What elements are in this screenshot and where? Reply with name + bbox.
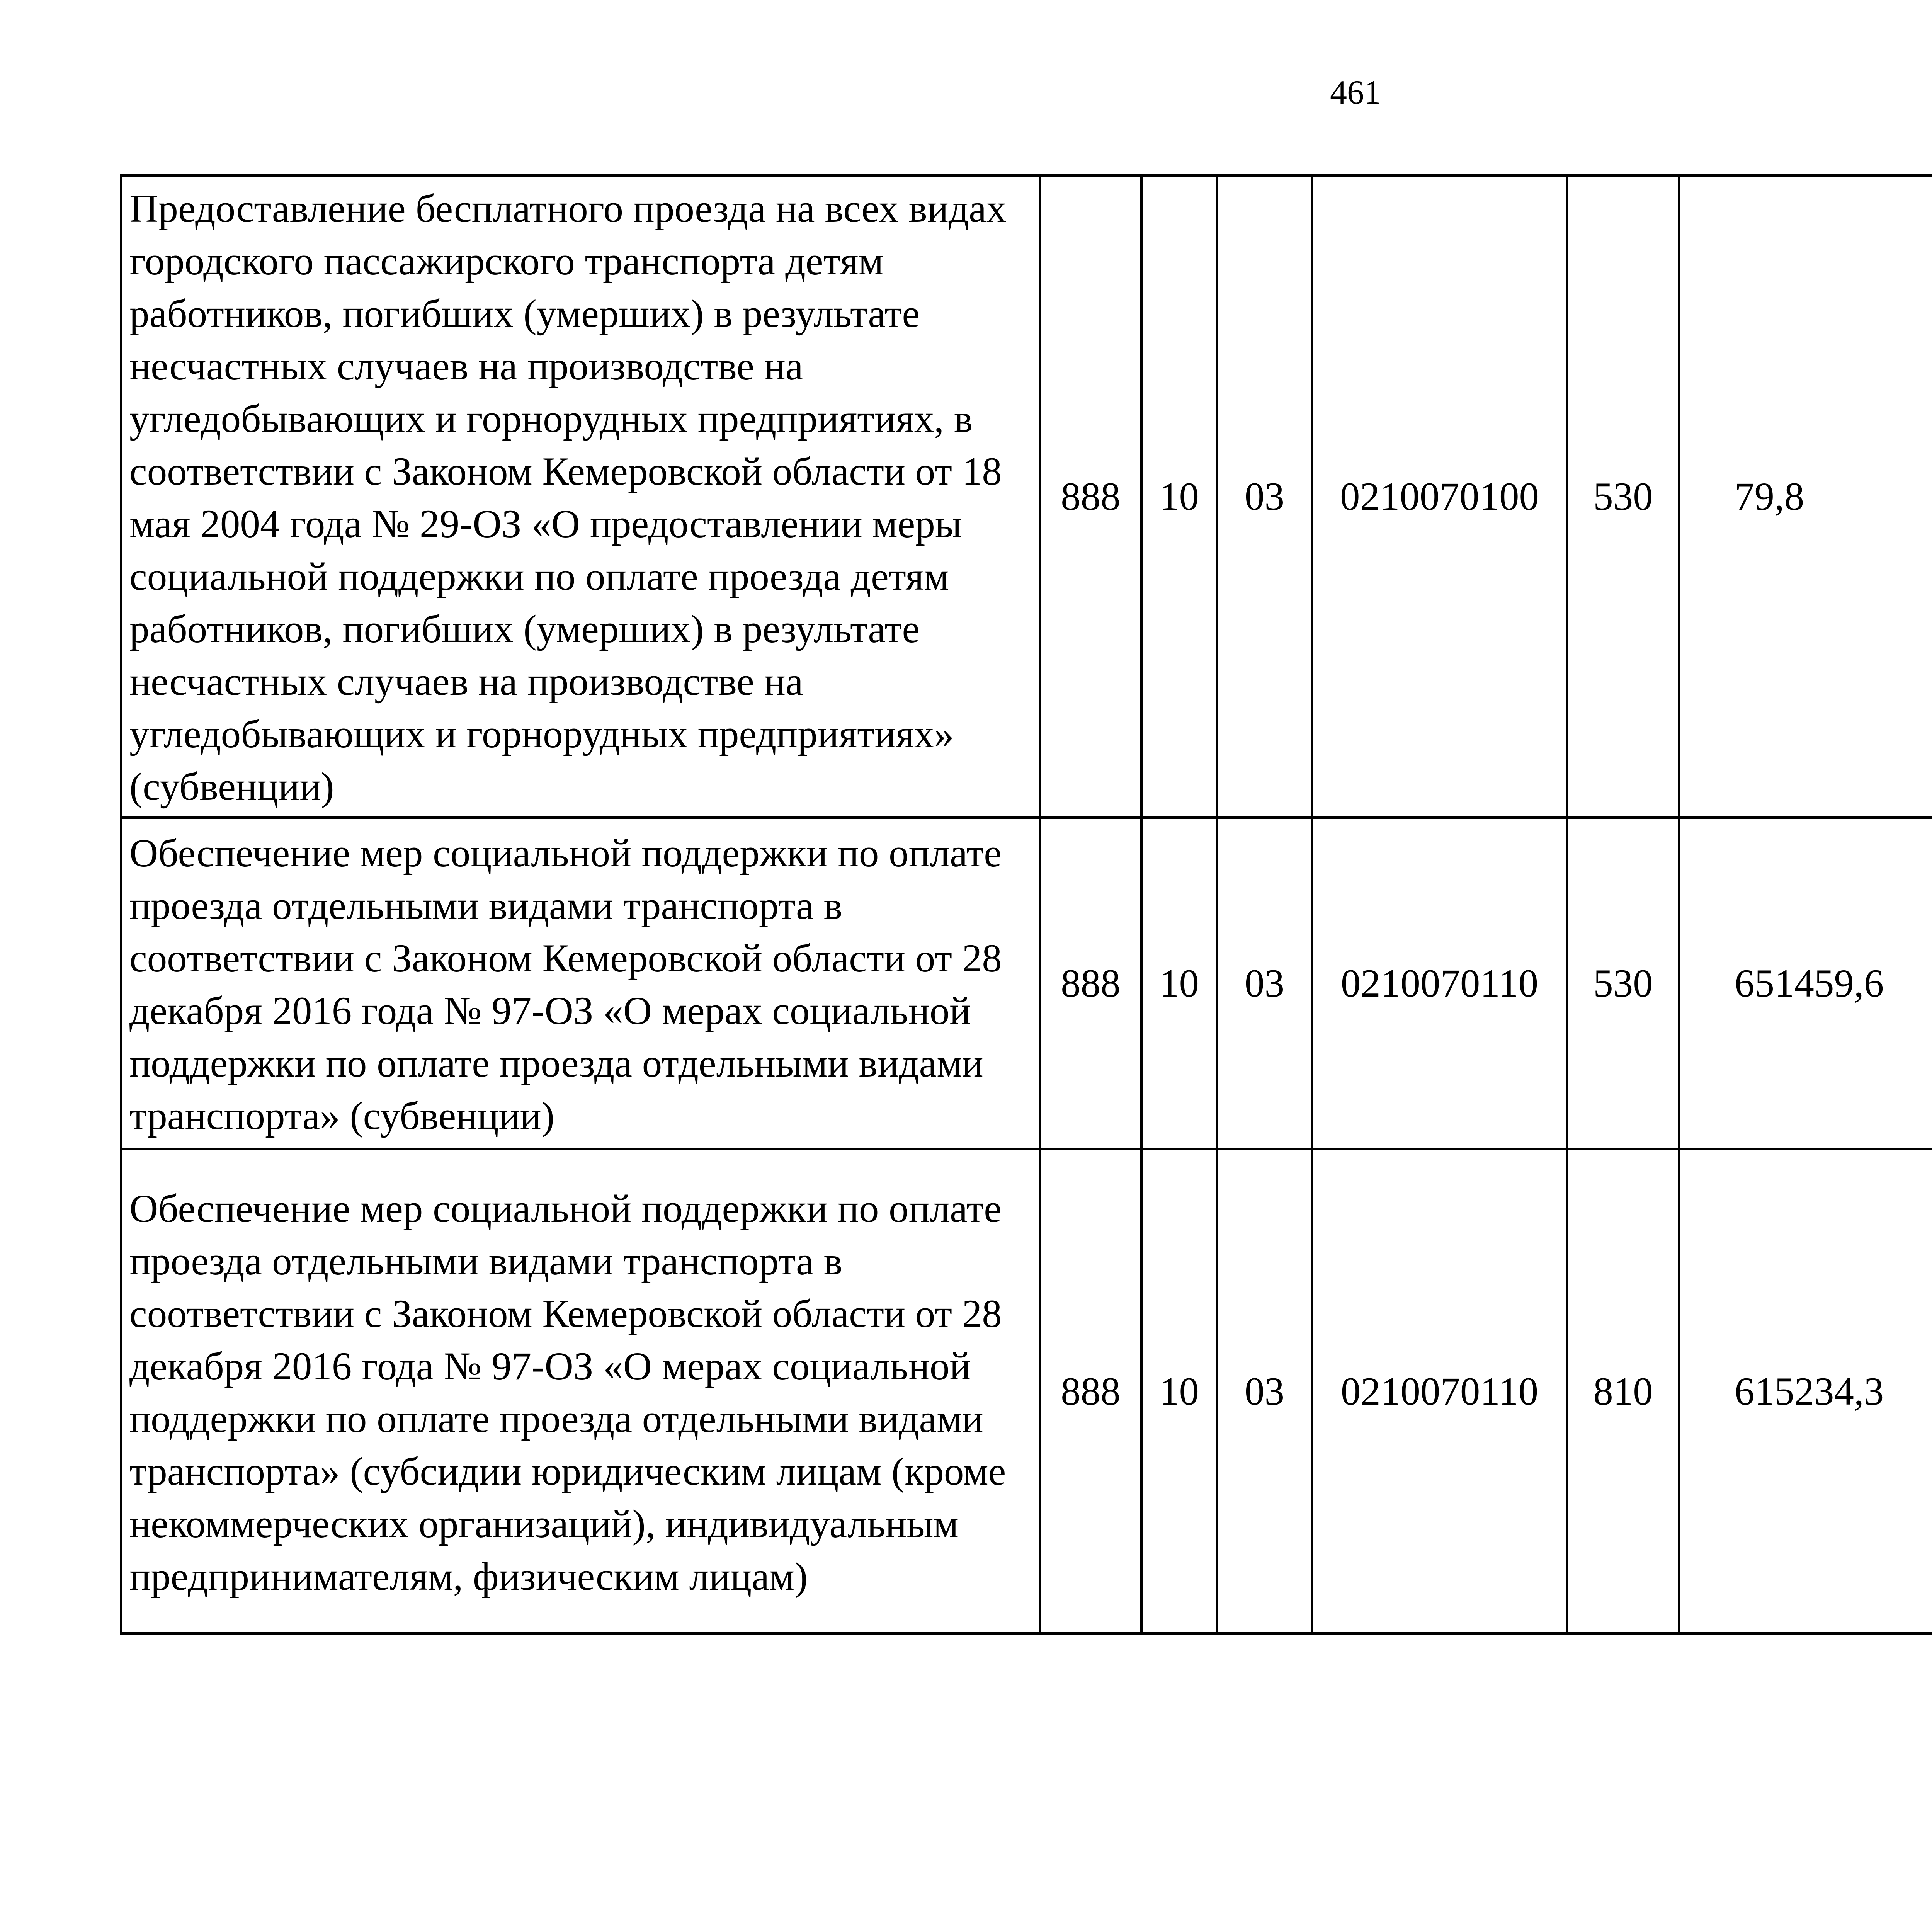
budget-table xyxy=(120,174,1932,1635)
target-article-code: 0210070100 xyxy=(1312,175,1567,818)
target-article-code: 0210070110 xyxy=(1312,818,1567,1149)
table-row xyxy=(121,818,1932,1149)
row-description: Обеспечение мер социальной поддержки по оплате проезда отдельными видами транспорта в соответствии с Законом Кемеровской области от 28 декабря 2016 года № 97-ОЗ «О мерах социальной поддержки по оплате проезда отдельными видами транспорта» (субвенции) xyxy=(121,818,1040,1149)
page-number: 461 xyxy=(1330,74,1381,111)
subsection-code: 03 xyxy=(1217,1149,1312,1634)
amount-year-1: 651459,6 xyxy=(1679,818,1932,1149)
table-row xyxy=(121,1149,1932,1634)
target-article-code: 0210070110 xyxy=(1312,1149,1567,1634)
expense-type-code: 810 xyxy=(1567,1149,1679,1634)
expense-type-code: 530 xyxy=(1567,175,1679,818)
ministry-code: 888 xyxy=(1040,1149,1141,1634)
table-row xyxy=(121,175,1932,818)
row-description: Обеспечение мер социальной поддержки по оплате проезда отдельными видами транспорта в соответствии с Законом Кемеровской области от 28 декабря 2016 года № 97-ОЗ «О мерах социальной поддержки по оплате проезда отдельными видами транспорта» (субсидии юридическим лицам (кроме некоммерческих организаций), индивидуальным предпринимателям, физическим лицам) xyxy=(121,1149,1040,1634)
section-code: 10 xyxy=(1141,1149,1217,1634)
amount-year-1: 79,8 xyxy=(1679,175,1932,818)
section-code: 10 xyxy=(1141,818,1217,1149)
subsection-code: 03 xyxy=(1217,818,1312,1149)
ministry-code: 888 xyxy=(1040,175,1141,818)
section-code: 10 xyxy=(1141,175,1217,818)
row-description: Предоставление бесплатного проезда на всех видах городского пассажирского транспорта детям работников, погибших (умерших) в результате несчастных случаев на производстве на угледобывающих и горнорудных предприятиях, в соответствии с Законом Кемеровской области от 18 мая 2004 года № 29-ОЗ «О предоставлении меры социальной поддержки по оплате проезда детям работников, погибших (умерших) в результате несчастных случаев на производстве на угледобывающих и горнорудных предприятиях» (субвенции) xyxy=(121,175,1040,818)
subsection-code: 03 xyxy=(1217,175,1312,818)
expense-type-code: 530 xyxy=(1567,818,1679,1149)
amount-year-1: 615234,3 xyxy=(1679,1149,1932,1634)
ministry-code: 888 xyxy=(1040,818,1141,1149)
